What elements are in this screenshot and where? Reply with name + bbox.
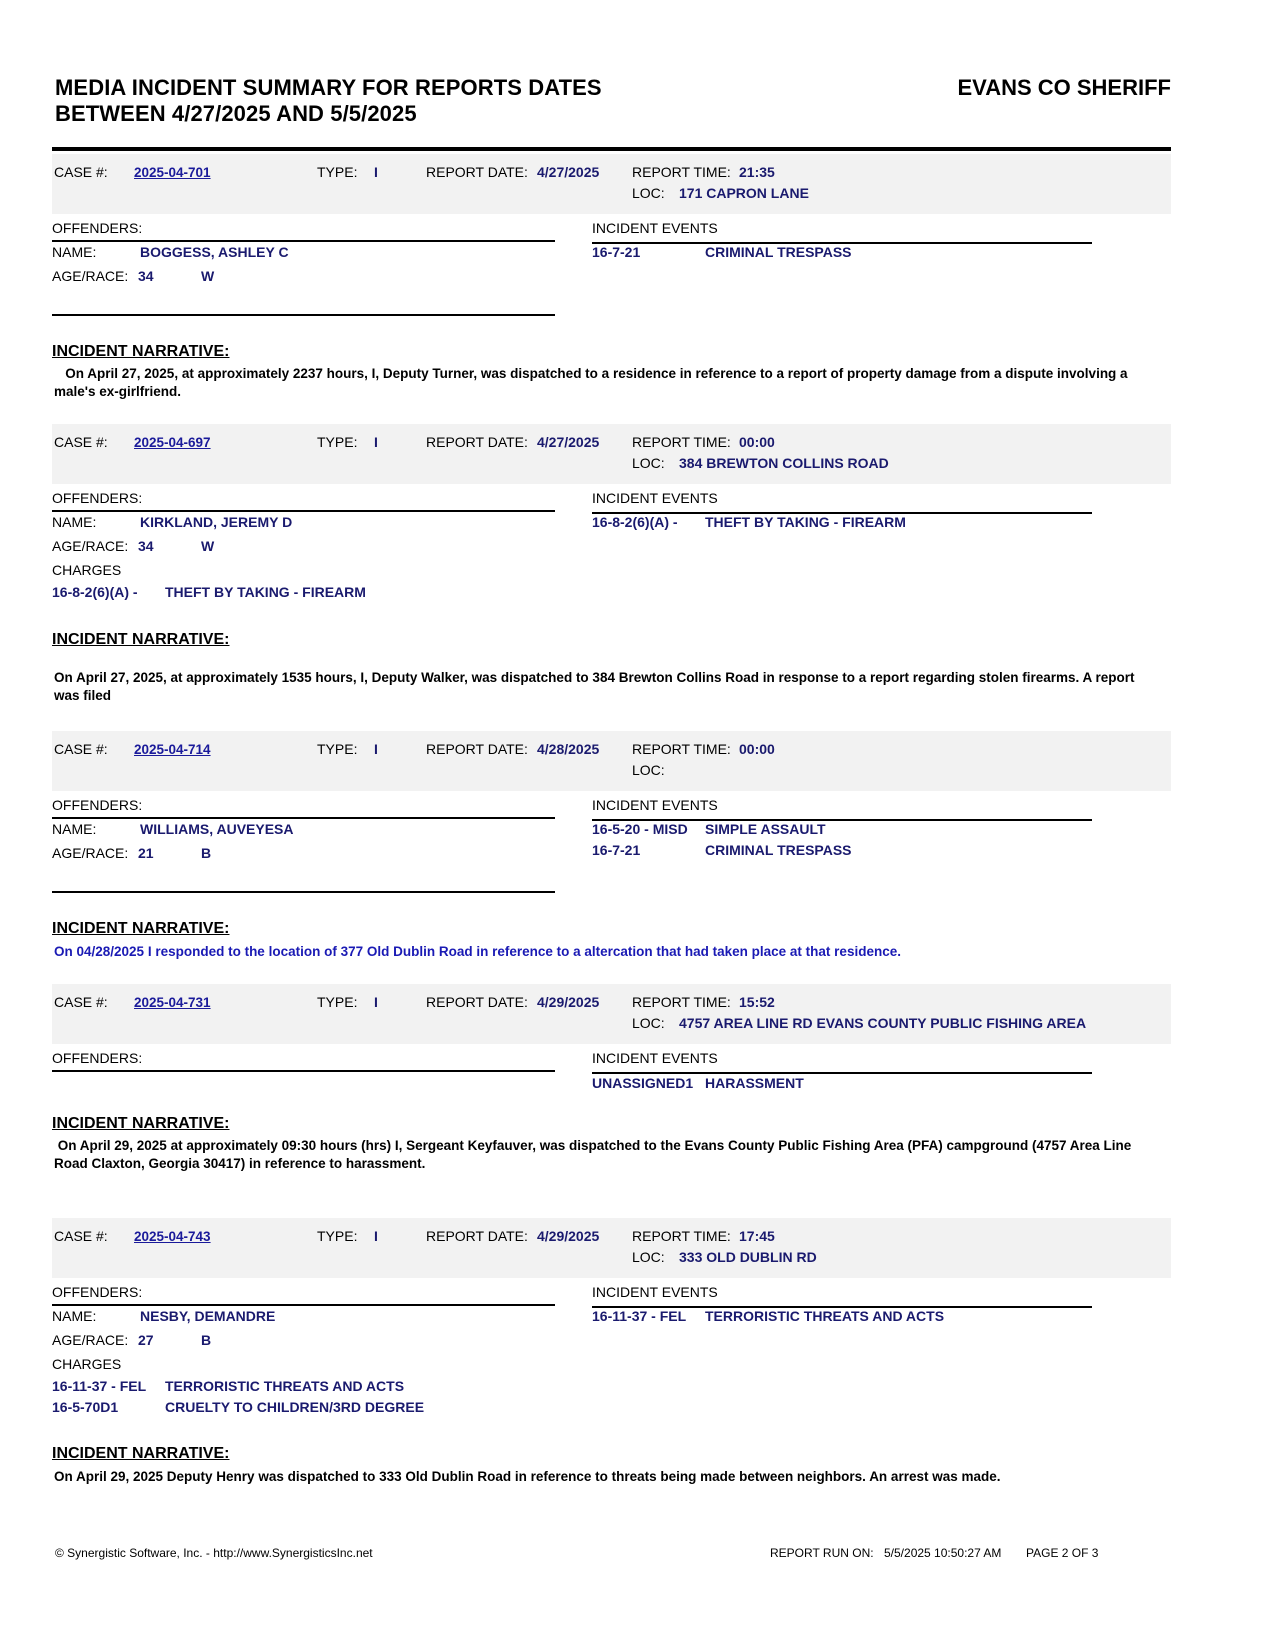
offender-age: 27 bbox=[138, 1332, 154, 1348]
offender-race: B bbox=[201, 1332, 212, 1348]
loc-label: LOC: bbox=[632, 455, 665, 471]
offender-end-rule bbox=[52, 314, 555, 316]
case-number-link[interactable]: 2025-04-714 bbox=[134, 742, 211, 757]
report-date-label: REPORT DATE: bbox=[426, 994, 528, 1010]
report-time-label: REPORT TIME: bbox=[632, 741, 731, 757]
offenders-label: OFFENDERS: bbox=[52, 797, 143, 813]
offender-race: B bbox=[201, 845, 212, 861]
charge-code: 16-5-70D1 bbox=[52, 1399, 119, 1415]
case-number-link[interactable]: 2025-04-731 bbox=[134, 995, 211, 1010]
offender-name: NESBY, DEMANDRE bbox=[140, 1308, 276, 1324]
name-label: NAME: bbox=[52, 1308, 97, 1324]
type-label: TYPE: bbox=[317, 994, 358, 1010]
case-number-link[interactable]: 2025-04-701 bbox=[134, 165, 211, 180]
case-number-link[interactable]: 2025-04-697 bbox=[134, 435, 211, 450]
case-label: CASE #: bbox=[54, 434, 108, 450]
event-desc: CRIMINAL TRESPASS bbox=[705, 244, 852, 260]
offender-age: 34 bbox=[138, 268, 154, 284]
report-time-value: 17:45 bbox=[739, 1228, 775, 1244]
type-value: I bbox=[374, 994, 378, 1010]
agency-name: EVANS CO SHERIFF bbox=[957, 75, 1171, 100]
offender-age: 21 bbox=[138, 845, 154, 861]
incident-events-label: INCIDENT EVENTS bbox=[592, 797, 718, 813]
offenders-label: OFFENDERS: bbox=[52, 490, 143, 506]
offender-race: W bbox=[201, 268, 215, 284]
offender-name: BOGGESS, ASHLEY C bbox=[140, 244, 289, 260]
event-desc: HARASSMENT bbox=[705, 1075, 804, 1091]
charge-desc: CRUELTY TO CHILDREN/3RD DEGREE bbox=[165, 1399, 425, 1415]
narrative-heading: INCIDENT NARRATIVE: bbox=[52, 920, 230, 937]
offenders-label: OFFENDERS: bbox=[52, 1050, 143, 1066]
offenders-rule bbox=[52, 240, 555, 242]
loc-label: LOC: bbox=[632, 762, 665, 778]
incident-events-label: INCIDENT EVENTS bbox=[592, 220, 718, 236]
narrative-heading: INCIDENT NARRATIVE: bbox=[52, 1445, 230, 1462]
event-code: 16-8-2(6)(A) - bbox=[592, 514, 678, 530]
event-desc: CRIMINAL TRESPASS bbox=[705, 842, 852, 858]
charge-code: 16-8-2(6)(A) - bbox=[52, 584, 138, 600]
narrative-text: On 04/28/2025 I responded to the location of 377 Old Dublin Road in reference to a altercation that had taken place at that residence. bbox=[54, 944, 901, 959]
narrative-text: On April 27, 2025, at approximately 1535 hours, I, Deputy Walker, was dispatched to 384 Brewton Collins Road in response to a report regarding stolen firearms. A report was filed bbox=[54, 670, 1135, 703]
footer-run-label: REPORT RUN ON: bbox=[770, 1546, 874, 1560]
report-date-label: REPORT DATE: bbox=[426, 741, 528, 757]
offenders-rule bbox=[52, 817, 555, 819]
case-header-band bbox=[52, 731, 1171, 791]
report-time-label: REPORT TIME: bbox=[632, 434, 731, 450]
loc-value: 384 BREWTON COLLINS ROAD bbox=[679, 455, 889, 471]
footer-page-number: PAGE 2 OF 3 bbox=[1026, 1546, 1099, 1560]
charge-desc: TERRORISTIC THREATS AND ACTS bbox=[165, 1378, 405, 1394]
footer-run-value: 5/5/2025 10:50:27 AM bbox=[884, 1546, 1002, 1560]
loc-label: LOC: bbox=[632, 185, 665, 201]
type-value: I bbox=[374, 164, 378, 180]
event-code: 16-7-21 bbox=[592, 842, 641, 858]
type-label: TYPE: bbox=[317, 741, 358, 757]
case-label: CASE #: bbox=[54, 741, 108, 757]
event-code: 16-5-20 - MISD bbox=[592, 821, 688, 837]
offenders-rule bbox=[52, 1070, 555, 1072]
offenders-rule bbox=[52, 510, 555, 512]
report-time-value: 00:00 bbox=[739, 434, 775, 450]
loc-value: 4757 AREA LINE RD EVANS COUNTY PUBLIC FISHING AREA bbox=[679, 1015, 1087, 1031]
report-date-value: 4/27/2025 bbox=[537, 434, 600, 450]
loc-value: 171 CAPRON LANE bbox=[679, 185, 809, 201]
event-code: UNASSIGNED1 bbox=[592, 1075, 694, 1091]
type-value: I bbox=[374, 1228, 378, 1244]
age-race-label: AGE/RACE: bbox=[52, 268, 129, 284]
report-date-value: 4/29/2025 bbox=[537, 994, 600, 1010]
offender-name: KIRKLAND, JEREMY D bbox=[140, 514, 293, 530]
offenders-rule bbox=[52, 1304, 555, 1306]
report-time-value: 15:52 bbox=[739, 994, 775, 1010]
event-desc: TERRORISTIC THREATS AND ACTS bbox=[705, 1308, 945, 1324]
report-time-label: REPORT TIME: bbox=[632, 1228, 731, 1244]
report-time-value: 00:00 bbox=[739, 741, 775, 757]
age-race-label: AGE/RACE: bbox=[52, 845, 129, 861]
case-number-link[interactable]: 2025-04-743 bbox=[134, 1229, 211, 1244]
case-label: CASE #: bbox=[54, 1228, 108, 1244]
loc-value: 333 OLD DUBLIN RD bbox=[679, 1249, 817, 1265]
events-rule bbox=[592, 1072, 1092, 1074]
offender-end-rule bbox=[52, 891, 555, 893]
charges-label: CHARGES bbox=[52, 1356, 122, 1372]
report-time-value: 21:35 bbox=[739, 164, 775, 180]
narrative-text: On April 27, 2025, at approximately 2237 hours, I, Deputy Turner, was dispatched to a residence in reference to a report of property damage from a dispute involving a male's ex-girlfriend. bbox=[54, 366, 1132, 399]
event-code: 16-7-21 bbox=[592, 244, 641, 260]
event-desc: SIMPLE ASSAULT bbox=[705, 821, 826, 837]
case-header-band bbox=[52, 984, 1171, 1044]
event-desc: THEFT BY TAKING - FIREARM bbox=[705, 514, 906, 530]
type-label: TYPE: bbox=[317, 1228, 358, 1244]
report-date-label: REPORT DATE: bbox=[426, 1228, 528, 1244]
type-value: I bbox=[374, 434, 378, 450]
narrative-heading: INCIDENT NARRATIVE: bbox=[52, 1115, 230, 1132]
narrative-text: On April 29, 2025 Deputy Henry was dispatched to 333 Old Dublin Road in reference to threats being made between neighbors. An arrest was made. bbox=[54, 1469, 1001, 1484]
loc-label: LOC: bbox=[632, 1249, 665, 1265]
case-header-band bbox=[52, 154, 1171, 214]
case-label: CASE #: bbox=[54, 994, 108, 1010]
narrative-text: On April 29, 2025 at approximately 09:30 hours (hrs) I, Sergeant Keyfauver, was dispatched to the Evans County Public Fishing Area (PFA) campground (4757 Area Line Road Claxton, Georgia 30417) in reference to harassment. bbox=[54, 1138, 1136, 1171]
type-label: TYPE: bbox=[317, 434, 358, 450]
charge-code: 16-11-37 - FEL bbox=[52, 1378, 147, 1394]
event-code: 16-11-37 - FEL bbox=[592, 1308, 687, 1324]
report-date-value: 4/28/2025 bbox=[537, 741, 600, 757]
name-label: NAME: bbox=[52, 514, 97, 530]
offender-race: W bbox=[201, 538, 215, 554]
type-value: I bbox=[374, 741, 378, 757]
footer-copyright: © Synergistic Software, Inc. - http://www.SynergisticsInc.net bbox=[55, 1546, 373, 1560]
offenders-label: OFFENDERS: bbox=[52, 220, 143, 236]
report-date-value: 4/29/2025 bbox=[537, 1228, 600, 1244]
narrative-heading: INCIDENT NARRATIVE: bbox=[52, 631, 230, 648]
case-header-band bbox=[52, 424, 1171, 484]
report-time-label: REPORT TIME: bbox=[632, 994, 731, 1010]
offenders-label: OFFENDERS: bbox=[52, 1284, 143, 1300]
case-label: CASE #: bbox=[54, 164, 108, 180]
charges-label: CHARGES bbox=[52, 562, 122, 578]
narrative-heading: INCIDENT NARRATIVE: bbox=[52, 343, 230, 360]
charge-desc: THEFT BY TAKING - FIREARM bbox=[165, 584, 366, 600]
age-race-label: AGE/RACE: bbox=[52, 538, 129, 554]
report-date-label: REPORT DATE: bbox=[426, 434, 528, 450]
report-date-value: 4/27/2025 bbox=[537, 164, 600, 180]
report-title-line1: MEDIA INCIDENT SUMMARY FOR REPORTS DATES bbox=[55, 75, 602, 100]
incident-events-label: INCIDENT EVENTS bbox=[592, 1050, 718, 1066]
report-title-line2: BETWEEN 4/27/2025 AND 5/5/2025 bbox=[55, 101, 417, 126]
report-date-label: REPORT DATE: bbox=[426, 164, 528, 180]
loc-label: LOC: bbox=[632, 1015, 665, 1031]
header-divider bbox=[52, 147, 1171, 151]
incident-events-label: INCIDENT EVENTS bbox=[592, 490, 718, 506]
report-time-label: REPORT TIME: bbox=[632, 164, 731, 180]
name-label: NAME: bbox=[52, 821, 97, 837]
offender-name: WILLIAMS, AUVEYESA bbox=[140, 821, 294, 837]
type-label: TYPE: bbox=[317, 164, 358, 180]
age-race-label: AGE/RACE: bbox=[52, 1332, 129, 1348]
case-header-band bbox=[52, 1218, 1171, 1278]
report-title bbox=[55, 75, 602, 127]
offender-age: 34 bbox=[138, 538, 154, 554]
incident-events-label: INCIDENT EVENTS bbox=[592, 1284, 718, 1300]
name-label: NAME: bbox=[52, 244, 97, 260]
